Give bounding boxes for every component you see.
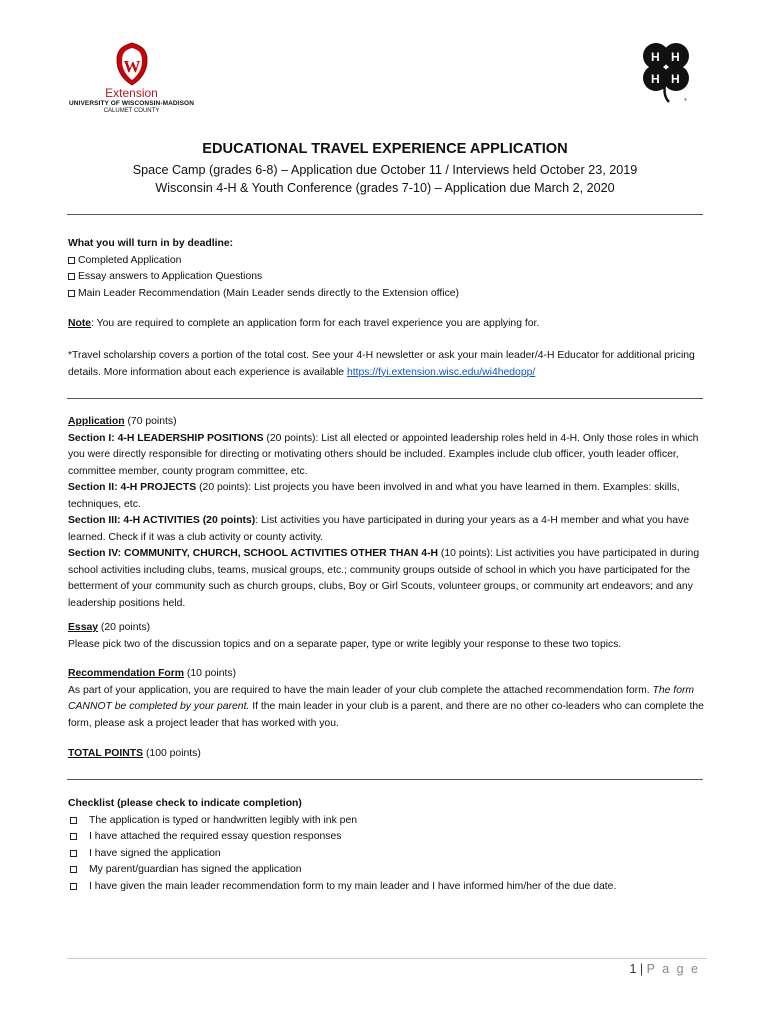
turn-in-item: Essay answers to Application Questions (68, 269, 708, 286)
four-h-clover-logo (636, 40, 696, 104)
svg-text:W: W (123, 57, 140, 76)
svg-text:H: H (651, 50, 660, 64)
uw-logo-extension-text: Extension (105, 86, 158, 100)
page-title: EDUCATIONAL TRAVEL EXPERIENCE APPLICATION (202, 141, 568, 157)
note-label: Note (68, 318, 92, 329)
essay-text: Please pick two of the discussion topics and on a separate paper, type or write legibly your response to these two topics. (68, 638, 622, 650)
essay-section (68, 620, 708, 653)
turn-in-heading: What you will turn in by deadline: (68, 238, 234, 249)
checkbox-icon[interactable] (70, 833, 77, 840)
scholarship-text: *Travel scholarship covers a portion of the total cost. See your 4-H newsletter or ask your main leader/4-H Educator for additional pricing details. More information about each experience is available (68, 350, 695, 378)
application-points: (70 points) (124, 416, 177, 427)
checklist-section (68, 796, 708, 895)
turn-in-item: Main Leader Recommendation (Main Leader sends directly to the Extension office) (68, 286, 708, 303)
subtitle-space-camp: Space Camp (grades 6-8) – Application due October 11 / Interviews held October 23, 2019 (132, 163, 638, 177)
svg-text:H: H (671, 72, 680, 86)
recommendation-label: Recommendation Form (68, 668, 185, 679)
application-section-item: Section II: 4-H PROJECTS (20 points): List projects you have been involved in and what you have learned in them. Examples: skills, techniques, etc. (68, 482, 680, 510)
checkbox-icon (68, 257, 75, 264)
checklist-divider (67, 779, 703, 780)
recommendation-section (68, 666, 708, 732)
recommendation-text: As part of your application, you are required to have the main leader of your club complete the attached recommendation form. The form CANNOT be completed by your parent. If the main leader in your club is a parent, and there are no other co-leaders who can complete the form, please ask a project leader that has worked with you. (68, 684, 704, 729)
note-text: : You are required to complete an application form for each travel experience you are applying for. (91, 318, 540, 329)
section-divider (67, 398, 703, 399)
uw-logo-university-text: UNIVERSITY OF WISCONSIN-MADISON (68, 100, 195, 107)
checklist-item: I have attached the required essay question responses (68, 829, 708, 846)
essay-points: (20 points) (98, 622, 151, 633)
essay-label: Essay (68, 622, 99, 633)
checklist-item: I have signed the application (68, 846, 708, 863)
checkbox-icon[interactable] (70, 850, 77, 857)
application-section-item: Section IV: COMMUNITY, CHURCH, SCHOOL ACTIVITIES OTHER THAN 4-H (10 points): List activities you have participated in during school activities including clubs, teams, musical groups, etc.; community groups outside of school in which you have participated for the betterment of your community such as church groups, clubs, Boy or Girl Scouts, volunteer groups, or community art endeavors; and any leadership positions held. (68, 548, 700, 609)
checkbox-icon (68, 290, 75, 297)
extension-link[interactable]: https://fyi.extension.wisc.edu/wi4hedopp/ (346, 366, 536, 378)
application-section-item: Section III: 4-H ACTIVITIES (20 points): List activities you have participated in during your years as a 4-H member and what you have learned. Check if it was a club activity or county activity. (68, 515, 689, 543)
checkbox-icon[interactable] (70, 866, 77, 873)
turn-in-section (68, 236, 708, 302)
subtitle-youth-conference: Wisconsin 4-H & Youth Conference (grades 7-10) – Application due March 2, 2020 (155, 181, 615, 195)
clover-icon (636, 40, 696, 104)
checkbox-icon[interactable] (70, 817, 77, 824)
page-number: 1 (629, 962, 637, 976)
checklist-item: My parent/guardian has signed the application (68, 862, 708, 879)
total-points (68, 746, 708, 763)
turn-in-item: Completed Application (68, 253, 708, 270)
page-separator: | (636, 962, 647, 976)
footer-divider (67, 958, 707, 959)
checkbox-icon (68, 273, 75, 280)
uw-extension-logo (64, 42, 199, 126)
header-divider (67, 214, 703, 215)
checklist-item: The application is typed or handwritten legibly with ink pen (68, 813, 708, 830)
checklist-heading: Checklist (please check to indicate completion) (68, 798, 302, 809)
checkbox-icon[interactable] (70, 883, 77, 890)
svg-text:H: H (671, 50, 680, 64)
uw-crest-icon (114, 42, 150, 86)
application-section-item: Section I: 4-H LEADERSHIP POSITIONS (20 points): List all elected or appointed leadership roles held in 4-H. Only those roles in which you were directly responsible for directing or motivating others should be included. Examples include club officer, youth leader officer, committee member, county program committee, etc. (68, 432, 699, 477)
checklist-item: I have given the main leader recommendation form to my main leader and I have informed him/her of the due date. (68, 879, 708, 896)
total-points-value: (100 points) (143, 748, 201, 759)
scholarship-paragraph (68, 348, 708, 381)
uw-logo-county-text: CALUMET COUNTY (103, 108, 160, 114)
page-word: P a g e (646, 962, 700, 976)
application-section (68, 414, 708, 612)
recommendation-points: (10 points) (184, 668, 237, 679)
total-label: TOTAL POINTS (68, 748, 144, 759)
svg-text:®: ® (684, 97, 687, 102)
note-paragraph (68, 316, 708, 333)
application-label: Application (68, 416, 125, 427)
svg-text:H: H (651, 72, 660, 86)
page-footer (560, 962, 700, 976)
